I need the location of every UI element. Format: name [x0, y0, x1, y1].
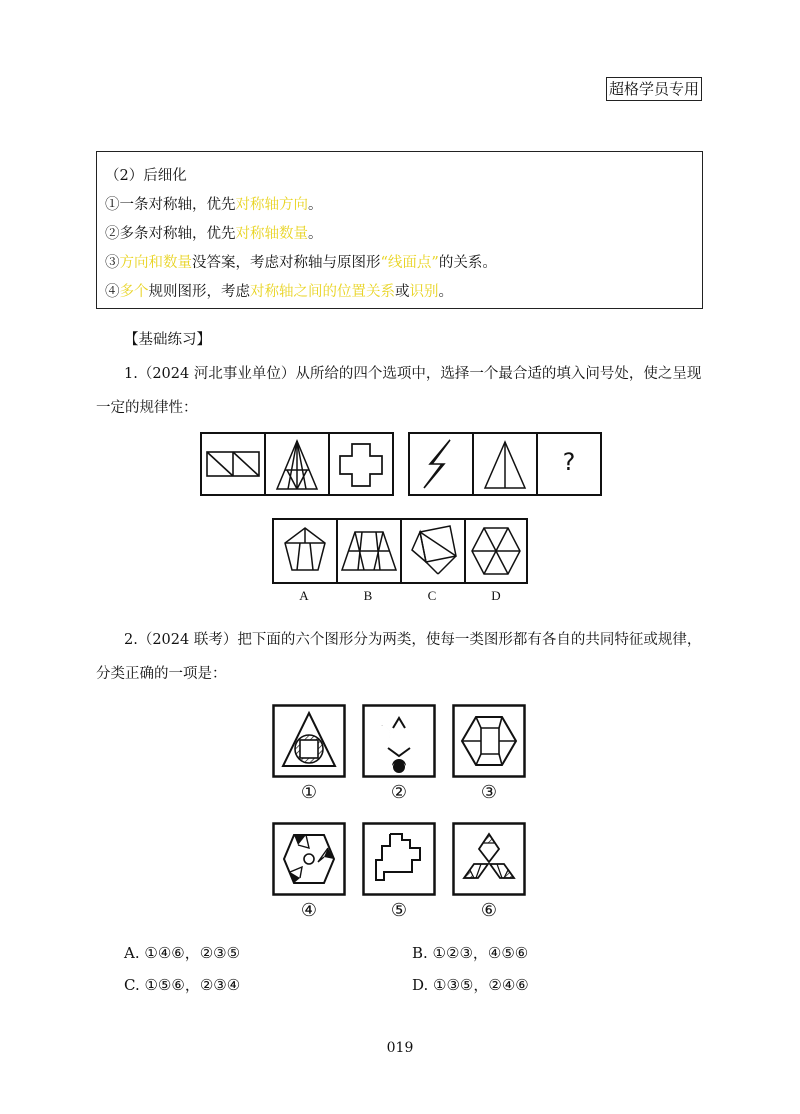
q2-figure-3	[452, 704, 526, 778]
q2-label-1: ①	[300, 782, 318, 803]
note-title: （2）后细化	[105, 168, 187, 184]
q2-figure-5	[362, 822, 436, 896]
q1-stem-figure-1	[207, 452, 259, 476]
q1-stem-figure-5	[485, 442, 525, 488]
q1-text-line2: 一定的规律性：	[96, 400, 198, 416]
q2-answer-d[interactable]: D. ①③⑤，②④⑥	[412, 976, 529, 994]
q2-text-line2: 分类正确的一项是：	[96, 666, 227, 682]
q1-option-c-figure	[412, 526, 456, 574]
q2-figure-1	[272, 704, 346, 778]
note-line-4: ④多个规则图形，考虑对称轴之间的位置关系或识别。	[105, 284, 453, 300]
q2-text-line1: 2.（2024 联考）把下面的六个图形分为两类，使每一类图形都有各自的共同特征或规律，	[124, 632, 702, 648]
q1-option-a-label: A	[299, 588, 309, 603]
q2-label-4: ④	[300, 900, 318, 921]
q1-option-b-figure	[342, 532, 396, 570]
q1-stem-left-svg	[200, 432, 394, 496]
q2-figure-4	[272, 822, 346, 896]
q2-label-2: ②	[390, 782, 408, 803]
q2-answer-b[interactable]: B. ①②③，④⑤⑥	[412, 944, 529, 962]
note-line-2: ②多条对称轴，优先对称轴数量。	[105, 226, 323, 242]
q1-option-c-label: C	[427, 588, 437, 603]
student-only-badge: 超格学员专用	[606, 77, 702, 101]
q2-answer-a[interactable]: A. ①④⑥，②③⑤	[124, 944, 241, 962]
q1-stem-group-left	[200, 432, 394, 496]
q1-options-svg	[272, 518, 528, 584]
q2-figure-6	[452, 822, 526, 896]
q2-answer-c[interactable]: C. ①⑤⑥，②③④	[124, 976, 241, 994]
page-number: 019	[386, 1040, 414, 1056]
q2-label-5: ⑤	[390, 900, 408, 921]
q1-question-mark: ?	[562, 448, 576, 476]
q1-option-d-figure	[472, 528, 520, 574]
q1-text-line1: 1.（2024 河北事业单位）从所给的四个选项中，选择一个最合适的填入问号处，使之呈现	[124, 366, 702, 382]
q1-stem-figure-4	[424, 440, 450, 488]
q2-label-6: ⑥	[480, 900, 498, 921]
refinement-note-box	[96, 151, 703, 309]
q2-label-3: ③	[480, 782, 498, 803]
q1-option-d-label: D	[491, 588, 501, 603]
q1-stem-figure-2	[277, 441, 317, 489]
q1-stem-figure-3	[340, 444, 382, 486]
q1-options-strip	[272, 518, 528, 584]
section-heading: 【基础练习】	[124, 332, 211, 348]
q1-option-b-label: B	[363, 588, 373, 603]
q2-figure-2	[362, 704, 436, 778]
q1-option-a-figure	[285, 528, 325, 570]
note-line-1: ①一条对称轴，优先对称轴方向。	[105, 197, 323, 213]
note-line-3: ③方向和数量没答案，考虑对称轴与原图形“线面点”的关系。	[105, 255, 497, 271]
